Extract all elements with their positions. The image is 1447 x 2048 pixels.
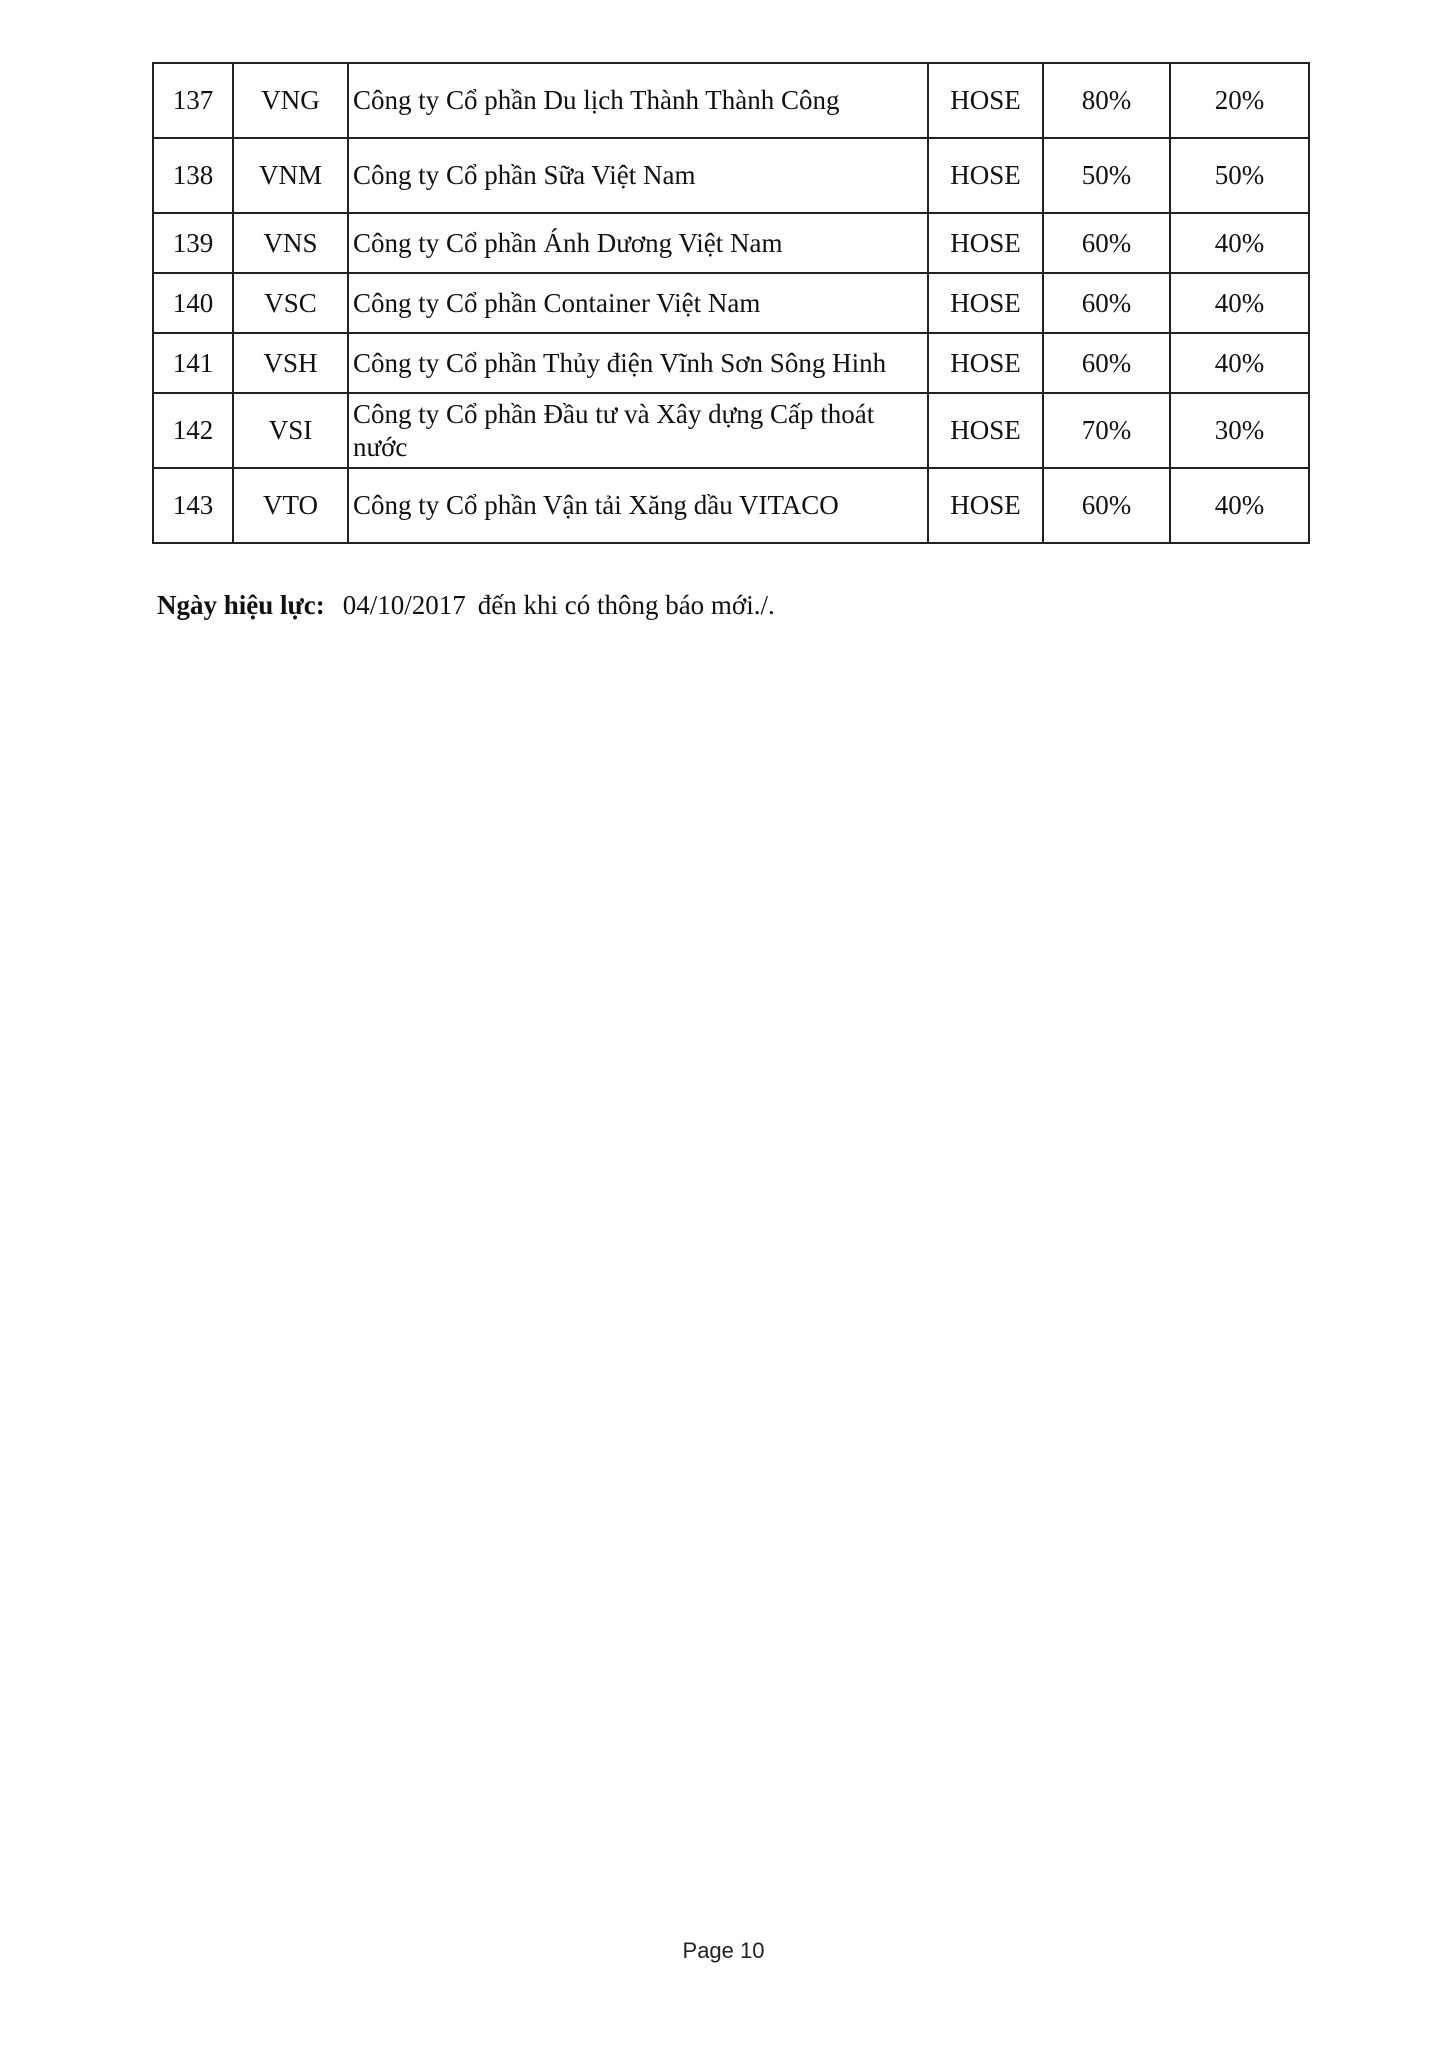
exchange: HOSE [928, 273, 1043, 333]
company-name: Công ty Cổ phần Thủy điện Vĩnh Sơn Sông Hinh [348, 333, 928, 393]
percent-1: 50% [1043, 138, 1170, 213]
row-number: 140 [153, 273, 233, 333]
table-row [153, 333, 1309, 393]
company-name: Công ty Cổ phần Du lịch Thành Thành Công [348, 63, 928, 138]
row-number: 141 [153, 333, 233, 393]
percent-1: 70% [1043, 393, 1170, 468]
table-row [153, 63, 1309, 138]
percent-1: 60% [1043, 333, 1170, 393]
percent-1: 60% [1043, 468, 1170, 543]
percent-1: 80% [1043, 63, 1170, 138]
table-row [153, 213, 1309, 273]
stock-code: VNG [233, 63, 348, 138]
company-name: Công ty Cổ phần Sữa Việt Nam [348, 138, 928, 213]
company-name: Công ty Cổ phần Vận tải Xăng dầu VITACO [348, 468, 928, 543]
page-number: Page 10 [682, 1938, 765, 1963]
stock-code: VSC [233, 273, 348, 333]
table-row [153, 273, 1309, 333]
exchange: HOSE [928, 393, 1043, 468]
percent-2: 40% [1170, 333, 1309, 393]
table-row [153, 393, 1309, 468]
effective-date-label: Ngày hiệu lực: [157, 590, 325, 620]
effective-date-note: đến khi có thông báo mới./. [477, 590, 775, 620]
row-number: 143 [153, 468, 233, 543]
exchange: HOSE [928, 333, 1043, 393]
table-row [153, 468, 1309, 543]
effective-date-line [157, 590, 775, 621]
company-name: Công ty Cổ phần Container Việt Nam [348, 273, 928, 333]
row-number: 139 [153, 213, 233, 273]
percent-2: 40% [1170, 468, 1309, 543]
percent-1: 60% [1043, 273, 1170, 333]
exchange: HOSE [928, 138, 1043, 213]
row-number: 142 [153, 393, 233, 468]
stock-code: VTO [233, 468, 348, 543]
percent-2: 50% [1170, 138, 1309, 213]
percent-2: 20% [1170, 63, 1309, 138]
company-name: Công ty Cổ phần Ánh Dương Việt Nam [348, 213, 928, 273]
stock-code: VSH [233, 333, 348, 393]
table-row [153, 138, 1309, 213]
stock-code: VNS [233, 213, 348, 273]
exchange: HOSE [928, 213, 1043, 273]
row-number: 137 [153, 63, 233, 138]
percent-2: 30% [1170, 393, 1309, 468]
percent-2: 40% [1170, 273, 1309, 333]
exchange: HOSE [928, 468, 1043, 543]
stock-code: VSI [233, 393, 348, 468]
percent-1: 60% [1043, 213, 1170, 273]
company-name: Công ty Cổ phần Đầu tư và Xây dựng Cấp thoát nước [348, 393, 928, 468]
effective-date-value: 04/10/2017 [342, 590, 466, 620]
percent-2: 40% [1170, 213, 1309, 273]
row-number: 138 [153, 138, 233, 213]
stock-code: VNM [233, 138, 348, 213]
exchange: HOSE [928, 63, 1043, 138]
company-table [152, 62, 1310, 544]
